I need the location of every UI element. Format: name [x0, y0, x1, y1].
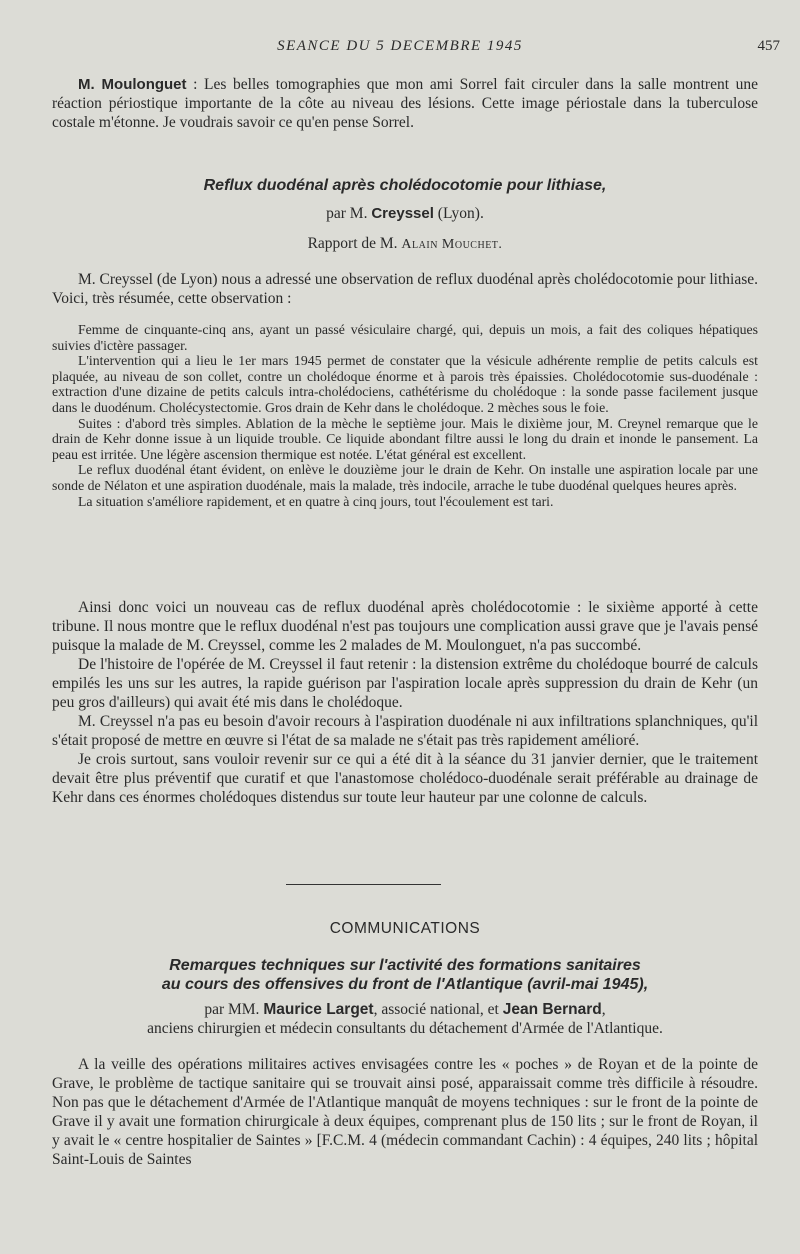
report-author: Alain Mouchet. [401, 237, 503, 252]
section-heading-block [52, 920, 758, 938]
article1-title: Reflux duodénal après cholédocotomie pour lithiase, [203, 177, 607, 194]
article1-report [52, 234, 758, 254]
observation-paragraph: Le reflux duodénal étant évident, on enlève le douzième jour le drain de Kehr. On installe une aspiration locale par une sonde de Nélaton et une aspiration duodénale, mais la malade, très indocile, arrache le tube duodénal quelques heures après. [52, 462, 758, 493]
discussion-text: : Les belles tomographies que mon ami Sorrel fait circuler dans la salle montrent une réaction périostique importante de la côte au niveau des lésions. Cette image périostale dans la tuberculose costale m'étonne. Je voudrais savoir ce qu'en pense Sorrel. [52, 76, 758, 131]
commentary-paragraph: Ainsi donc voici un nouveau cas de reflux duodénal après cholédocotomie : le sixième apporté à cette tribune. Il nous montre que le reflux duodénal n'est pas toujours une complication aussi grave que je l'avais pensé puisque la malade de M. Creyssel, comme les 2 malades de M. Moulonguet, n'a pas succombé. [52, 599, 758, 654]
discussion-block [52, 75, 758, 132]
section-divider [286, 884, 441, 885]
byline-suffix: (Lyon). [433, 205, 484, 222]
article1-byline-block [52, 204, 758, 223]
observation-paragraph: Femme de cinquante-cinq ans, ayant un passé vésiculaire chargé, qui, depuis un mois, a fait des coliques hépatiques suivies d'ictère passager. [52, 322, 758, 353]
article1-intro: M. Creyssel (de Lyon) nous a adressé une observation de reflux duodénal après cholédocotomie pour lithiase. Voici, très résumée, cette observation : [52, 271, 758, 307]
article1-byline [52, 204, 758, 223]
byline-prefix: par M. [326, 205, 372, 222]
commentary-paragraph: De l'histoire de l'opérée de M. Creyssel il faut retenir : la distension extrême du cholédoque bourré de calculs empilés les uns sur les autres, la rapide guérison par l'aspiration locale après suppression du drain de Kehr (un peu gros d'ailleurs) qui avait été mis dans le cholédoque. [52, 656, 758, 711]
article2-byline [52, 1000, 758, 1019]
article2-heading [52, 956, 758, 994]
report-prefix: Rapport de M. [307, 235, 402, 252]
commentary-block [52, 598, 758, 807]
article1-author: Creyssel [371, 205, 434, 222]
byline-prefix: par MM. [204, 1001, 264, 1018]
byline-end: , [601, 1001, 606, 1018]
discussion-speaker: M. Moulonguet [78, 76, 187, 93]
article2-author1: Maurice Larget [263, 1001, 374, 1018]
header-title: SEANCE DU 5 DECEMBRE 1945 [277, 38, 523, 54]
article1-report-block [52, 234, 758, 254]
running-header [0, 38, 800, 62]
byline-mid: , associé national, et [373, 1001, 503, 1018]
article2-body: A la veille des opérations militaires actives envisagées contre les « poches » de Royan et de la pointe de Grave, le problème de tactique sanitaire qui se trouvait ainsi posé, apparaissait comme très difficile à résoudre. Non pas que le détachement d'Armée de l'Atlantique manquât de moyens techniques : sur le front de la pointe de Grave il y avait une formation chirurgicale à deux équipes, comprenant plus de 150 lits ; sur le front de Royan, il y avait le « centre hospitalier de Saintes » [F.C.M. 4 (médecin commandant Cachin) : 4 équipes, 240 lits ; hôpital Saint-Louis de Saintes [52, 1056, 758, 1168]
observation-paragraph: L'intervention qui a lieu le 1er mars 1945 permet de constater que la vésicule adhérente remplie de petits calculs est plaquée, au niveau de son collet, contre un cholédoque énorme et à parois très épaissies. Cholédocotomie sus-duodénale : extraction d'une dizaine de petits calculs intra-cholédociens, cathétérisme du cholédoque : la sonde passe facilement jusque dans le duodénum. Cholécystectomie. Gros drain de Kehr dans le cholédoque. 2 mèches sous le foie. [52, 353, 758, 415]
article2-title-line1: Remarques techniques sur l'activité des formations sanitaires [169, 957, 641, 974]
discussion-paragraph [52, 75, 758, 132]
page-number: 457 [757, 38, 780, 54]
section-heading: COMMUNICATIONS [329, 920, 481, 937]
article1-intro-block [52, 270, 758, 308]
article2-body-block [52, 1055, 758, 1169]
article2-title-line2: au cours des offensives du front de l'Atlantique (avril-mai 1945), [161, 976, 649, 993]
commentary-paragraph: M. Creyssel n'a pas eu besoin d'avoir recours à l'aspiration duodénale ni aux infiltrations splanchniques, qu'il s'était proposé de mettre en œuvre si l'état de sa malade ne s'était pas très rapidement amélioré. [52, 713, 758, 749]
observation-block [52, 322, 758, 509]
article2-byline-block [52, 1000, 758, 1038]
observation-paragraph: Suites : d'abord très simples. Ablation de la mèche le septième jour. Mais le dixième jour, M. Creynel remarque que le drain de Kehr donne issue à un liquide trouble. Ce liquide abondant filtre aussi le long du drain et inonde le pansement. La peau est irritée. Une légère ascension thermique est notée. L'état général est excellent. [52, 415, 758, 462]
article1-heading [52, 176, 758, 195]
commentary-paragraph: Je crois surtout, sans vouloir revenir sur ce qui a été dit à la séance du 31 janvier dernier, que le traitement devait être plus préventif que curatif et que l'anastomose cholédoco-duodénale serait préférable au drainage de Kehr dans ces énormes cholédoques distendus sur toute leur hauteur par une colonne de calculs. [52, 751, 758, 806]
article2-author2: Jean Bernard [502, 1001, 602, 1018]
article2-affiliation: anciens chirurgien et médecin consultants du détachement d'Armée de l'Atlantique. [147, 1020, 663, 1037]
observation-paragraph: La situation s'améliore rapidement, et en quatre à cinq jours, tout l'écoulement est tari. [78, 493, 554, 509]
